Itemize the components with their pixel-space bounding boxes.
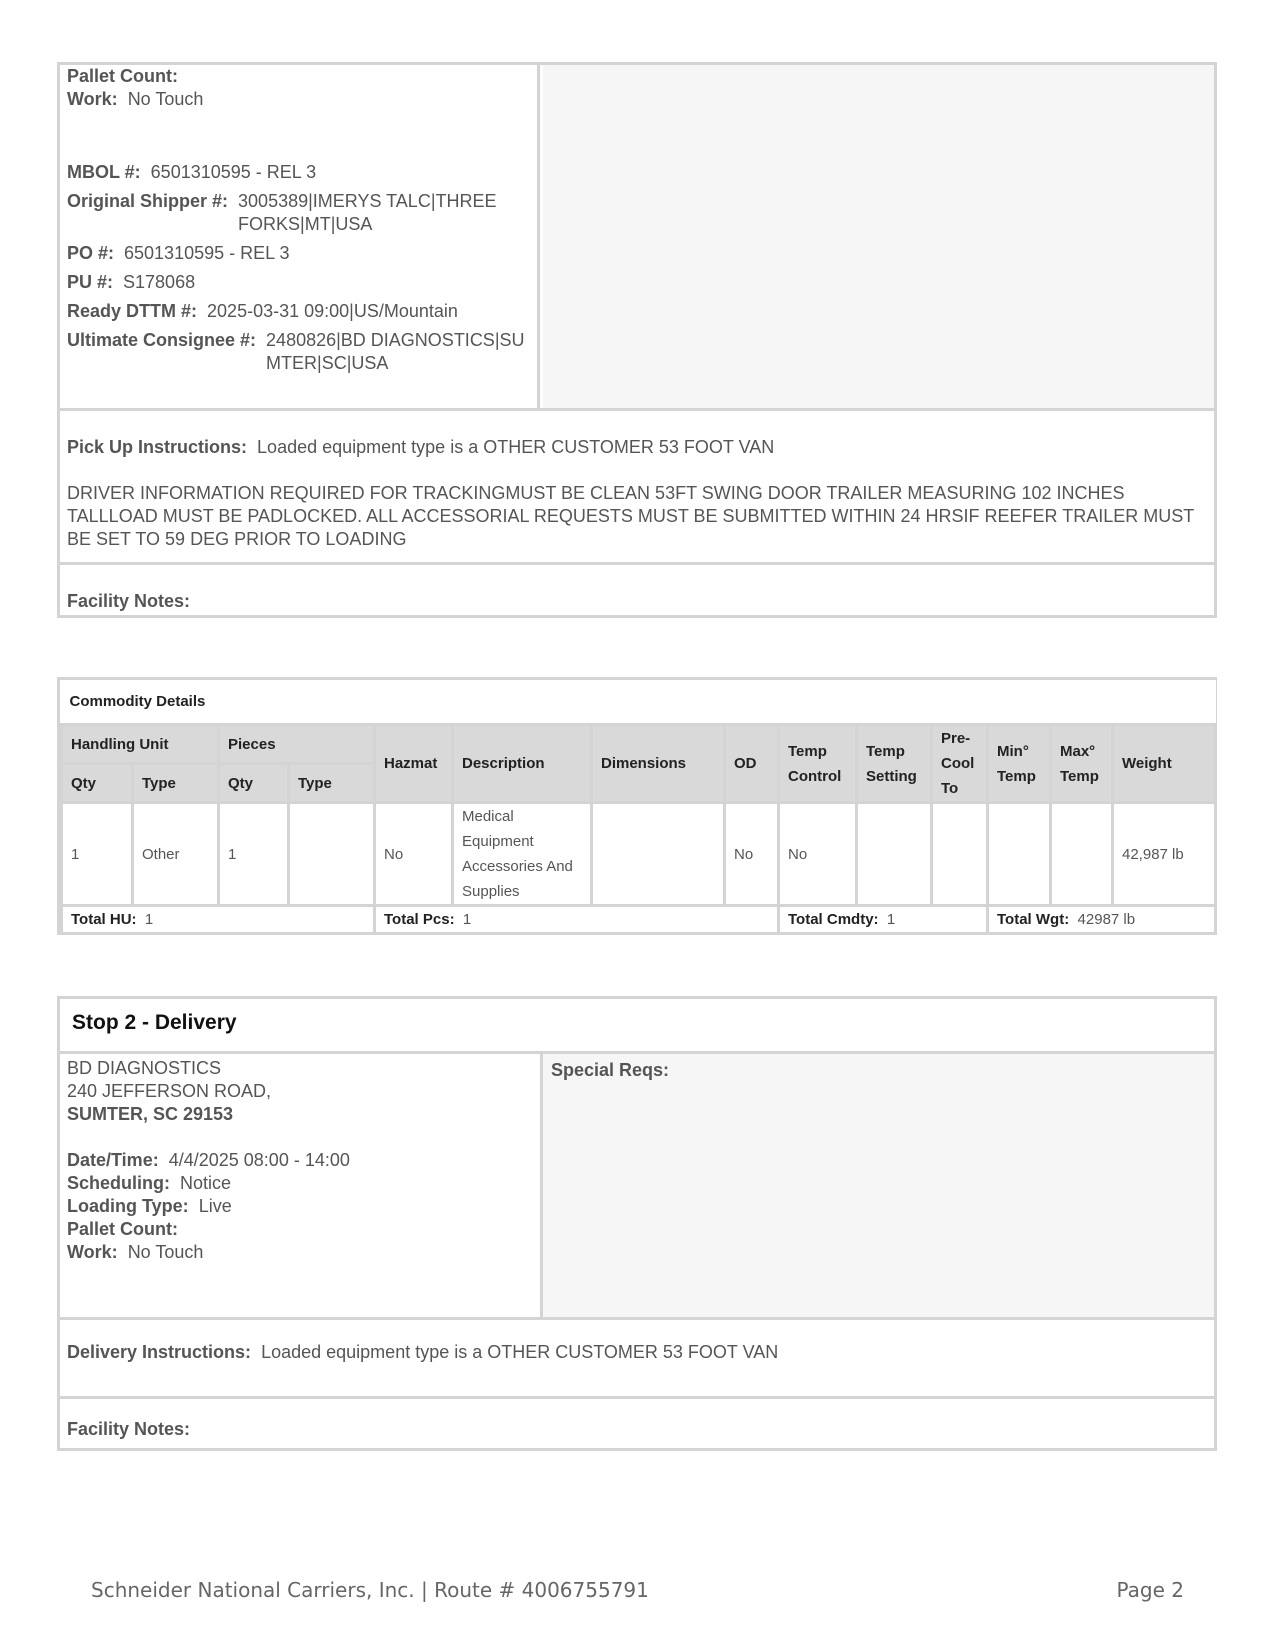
divider xyxy=(60,1317,1214,1320)
footer-page-number: Page 2 xyxy=(1116,1578,1184,1602)
hu-type-cell: Other xyxy=(133,803,219,906)
pu-field: PU #: S178068 xyxy=(67,272,196,292)
stop1-pallet-count: Pallet Count: xyxy=(67,66,178,86)
stop2-address xyxy=(67,1057,537,1264)
total-wgt: Total Wgt: 42987 lb xyxy=(988,906,1216,934)
stop2-loading-type: Loading Type: Live xyxy=(67,1196,232,1216)
totals-row xyxy=(62,906,1216,934)
stop2-special-panel xyxy=(543,1054,1214,1317)
total-hu: Total HU: 1 xyxy=(62,906,375,934)
special-reqs-label: Special Reqs: xyxy=(551,1060,670,1080)
stop1-right-panel xyxy=(543,65,1214,408)
stop2-facility-notes: Facility Notes: xyxy=(67,1419,191,1439)
hazmat-header: Hazmat xyxy=(375,725,453,803)
footer-route: Schneider National Carriers, Inc. | Route # 4006755791 xyxy=(91,1578,649,1602)
temp-control-header: Temp Control xyxy=(779,725,857,803)
stop2-title: Stop 2 - Delivery xyxy=(72,1011,237,1034)
temp-setting-cell xyxy=(857,803,932,906)
divider xyxy=(60,1396,1214,1399)
consignee-street: 240 JEFFERSON ROAD, xyxy=(67,1081,272,1101)
commodity-table xyxy=(60,680,1217,935)
original-shipper-field: Original Shipper #: 3005389|IMERYS TALC|THREE FORKS|MT|USA xyxy=(67,191,497,234)
stop1-section xyxy=(57,62,1217,618)
hazmat-cell: No xyxy=(375,803,453,906)
max-temp-header: Max° Temp xyxy=(1051,725,1113,803)
commodity-details xyxy=(57,677,1217,935)
hu-type-header: Type xyxy=(133,764,219,803)
total-cmdty: Total Cmdty: 1 xyxy=(779,906,988,934)
hu-qty-header: Qty xyxy=(62,764,133,803)
weight-cell: 42,987 lb xyxy=(1113,803,1216,906)
pickup-instructions: Pick Up Instructions: Loaded equipment type is a OTHER CUSTOMER 53 FOOT VAN DRIVER INFORMATION REQUIRED FOR TRACKINGMUST BE CLEAN 53FT SWING DOOR TRAILER MEASURING 102 INCHES TALLLOAD MUST BE PADLOCKED. ALL ACCESSORIAL REQUESTS MUST BE SUBMITTED WITHIN 24 HRSIF REEFER TRAILER MUST BE SET TO 59 DEG PRIOR TO LOADING xyxy=(67,437,1194,549)
pieces-header: Pieces xyxy=(219,725,375,764)
divider xyxy=(60,408,1214,411)
od-header: OD xyxy=(725,725,779,803)
pre-cool-cell xyxy=(932,803,988,906)
commodity-title: Commodity Details xyxy=(62,680,1216,725)
description-cell: Medical Equipment Accessories And Supplies xyxy=(453,803,592,906)
table-row xyxy=(62,803,1216,906)
total-pcs: Total Pcs: 1 xyxy=(375,906,779,934)
pcs-qty-header: Qty xyxy=(219,764,289,803)
description-header: Description xyxy=(453,725,592,803)
pcs-type-header: Type xyxy=(289,764,375,803)
min-temp-header: Min° Temp xyxy=(988,725,1051,803)
stop2-section xyxy=(57,996,1217,1451)
pcs-type-cell xyxy=(289,803,375,906)
pre-cool-header: Pre-Cool To xyxy=(932,725,988,803)
temp-setting-header: Temp Setting xyxy=(857,725,932,803)
od-cell: No xyxy=(725,803,779,906)
divider xyxy=(60,562,1214,565)
stop2-pallet-count: Pallet Count: xyxy=(67,1219,178,1239)
stop2-work: Work: No Touch xyxy=(67,1242,204,1262)
dimensions-cell xyxy=(592,803,725,906)
weight-header: Weight xyxy=(1113,725,1216,803)
dimensions-header: Dimensions xyxy=(592,725,725,803)
po-field: PO #: 6501310595 - REL 3 xyxy=(67,243,290,263)
hu-header: Handling Unit xyxy=(62,725,219,764)
max-temp-cell xyxy=(1051,803,1113,906)
ultimate-consignee-field: Ultimate Consignee #: 2480826|BD DIAGNOSTICS|SUMTER|SC|USA xyxy=(67,330,525,373)
delivery-instructions: Delivery Instructions: Loaded equipment type is a OTHER CUSTOMER 53 FOOT VAN xyxy=(67,1342,779,1362)
pcs-qty-cell: 1 xyxy=(219,803,289,906)
ready-dttm-field: Ready DTTM #: 2025-03-31 09:00|US/Mountain xyxy=(67,301,458,321)
stop2-scheduling: Scheduling: Notice xyxy=(67,1173,232,1193)
stop1-work: Work: No Touch xyxy=(67,89,204,109)
temp-control-cell: No xyxy=(779,803,857,906)
min-temp-cell xyxy=(988,803,1051,906)
stop2-datetime: Date/Time: 4/4/2025 08:00 - 14:00 xyxy=(67,1150,350,1170)
stop1-facility-notes: Facility Notes: xyxy=(67,591,191,611)
pickup-notes: DRIVER INFORMATION REQUIRED FOR TRACKINGMUST BE CLEAN 53FT SWING DOOR TRAILER MEASURING 102 INCHES TALLLOAD MUST BE PADLOCKED. ALL ACCESSORIAL REQUESTS MUST BE SUBMITTED WITHIN 24 HRSIF REEFER TRAILER MUST BE SET TO 59 DEG PRIOR TO LOADING xyxy=(67,483,1194,549)
mbol-field: MBOL #: 6501310595 - REL 3 xyxy=(67,162,317,182)
consignee-name: BD DIAGNOSTICS xyxy=(67,1058,222,1078)
stop1-details xyxy=(60,65,540,408)
hu-qty-cell: 1 xyxy=(62,803,133,906)
consignee-city: SUMTER, SC 29153 xyxy=(67,1104,234,1124)
